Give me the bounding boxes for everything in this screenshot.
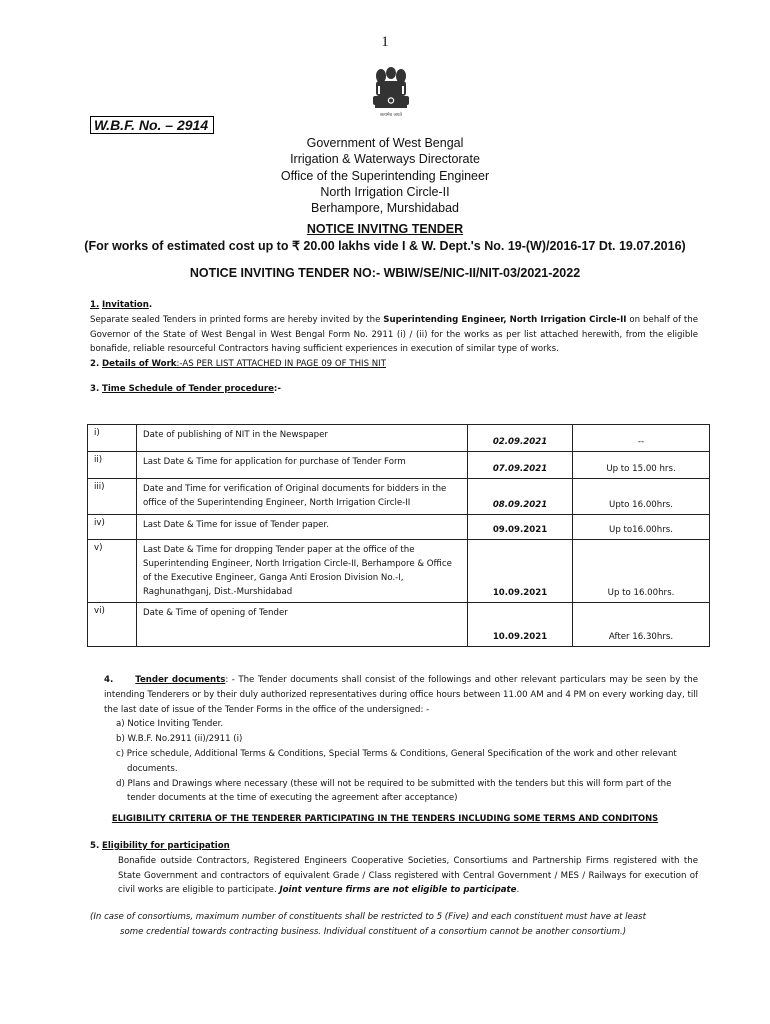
consortium-note: [90, 910, 698, 940]
section-tender-documents: [104, 673, 698, 806]
schedule-desc-cell: Date and Time for verification of Original documents for bidders in the office of the Superintending Engineer, North Irrigation Circle-II: [137, 479, 468, 515]
section-number: 4.: [104, 675, 114, 685]
schedule-idx-cell: iv): [88, 515, 137, 540]
section-paragraph: 4. Tender documents: - The Tender documents shall consist of the followings and other relevant particulars may be seen by the intending Tenderers or by their duly authorized representatives during office hours between 11.00 AM and 4 PM on every working day, till the last date of issue of the Tender Forms in the office of the undersigned: -: [104, 675, 698, 715]
notice-title: NOTICE INVITNG TENDER: [306, 222, 464, 236]
section-number: 5.: [90, 841, 100, 851]
list-item: a) Notice Inviting Tender.: [116, 719, 224, 730]
section-number: 1.: [90, 300, 100, 310]
schedule-time-cell: Up to 16.00hrs.: [573, 540, 710, 603]
eligibility-heading: ELIGIBILITY CRITERIA OF THE TENDERER PARTICIPATING IN THE TENDERS INCLUDING SOME TERMS AND CONDITONS: [111, 813, 659, 823]
schedule-desc-cell: Last Date & Time for issue of Tender paper.: [137, 515, 468, 540]
table-row: [88, 425, 710, 452]
state-emblem-icon: [366, 64, 416, 122]
document-list: [104, 717, 698, 806]
time-schedule-table: [87, 424, 710, 647]
table-row: [88, 479, 710, 515]
list-item: c) Price schedule, Additional Terms & Conditions, Special Terms & Conditions, General Specification of the work and other relevant documents.: [116, 748, 677, 774]
section-details-of-work: [90, 357, 698, 372]
schedule-idx-cell: v): [88, 540, 137, 603]
office-line: Office of the Superintending Engineer: [280, 168, 490, 183]
schedule-idx-cell: ii): [88, 452, 137, 479]
office-address: [0, 135, 770, 216]
office-line: North Irrigation Circle-II: [320, 184, 450, 199]
emblem-motto: सत्यमेव जयते: [379, 113, 403, 118]
office-line: Irrigation & Waterways Directorate: [290, 152, 480, 167]
office-line: Government of West Bengal: [306, 136, 464, 150]
section-time-schedule: 3. Time Schedule of Tender procedure:-: [90, 383, 281, 394]
wbf-number-box: W.B.F. No. – 2914: [90, 116, 214, 134]
table-row: [88, 540, 710, 603]
section-title: Details of Work: [101, 359, 177, 370]
schedule-date-cell: 10.09.2021: [468, 540, 573, 603]
section-heading: [90, 839, 698, 854]
list-item: b) W.B.F. No.2911 (ii)/2911 (i): [116, 734, 243, 745]
schedule-time-cell: Upto 16.00hrs.: [573, 479, 710, 515]
table-row: [88, 452, 710, 479]
table-row: [88, 603, 710, 647]
schedule-idx-cell: i): [88, 425, 137, 452]
schedule-time-cell: --: [573, 425, 710, 452]
schedule-date-cell: 07.09.2021: [468, 452, 573, 479]
office-line: Berhampore, Murshidabad: [311, 201, 459, 216]
schedule-desc-cell: Date & Time of opening of Tender: [137, 603, 468, 647]
note-line: some credential towards contracting business. Individual constituent of a consortium cannot be another consortium.): [120, 926, 627, 937]
schedule-idx-cell: vi): [88, 603, 137, 647]
schedule-time-cell: After 16.30hrs.: [573, 603, 710, 647]
section-eligibility: [90, 839, 698, 898]
section-paragraph: Bonafide outside Contractors, Registered Engineers Cooperative Societies, Consortiums and Partnership Firms registered with the State Government and contractors of equivalent Grade / Class registered with Central Government / MES / Railways for execution of civil works are eligible to participate. Joint venture firms are not eligible to participate.: [118, 855, 698, 896]
schedule-idx-cell: iii): [88, 479, 137, 515]
section-title: Tender documents: [135, 675, 226, 685]
section-paragraph: Separate sealed Tenders in printed forms are hereby invited by the Superintending Engineer, North Irrigation Circle-II on behalf of the Governor of the State of West Bengal in West Bengal Form No. 2911 (i) / (ii) for the works as per list attached herewith, from the eligible bonafide, reliable resourceful Contractors having sufficient experiences in execution of similar type of works.: [90, 314, 699, 355]
section-text: :-AS PER LIST ATTACHED IN PAGE 09 OF THIS NIT: [176, 359, 386, 370]
schedule-desc-cell: Last Date & Time for dropping Tender paper at the office of the Superintending Engineer, North Irrigation Circle-II, Berhampore & Office of the Executive Engineer, Ganga Anti Erosion Division No.-I, Raghunathganj, Dist.-Murshidabad: [137, 540, 468, 603]
list-item: d) Plans and Drawings where necessary (these will not be required to be submitted with the tenders but this will form part of the tender documents at the time of executing the agreement after acceptance): [116, 778, 672, 804]
section-invitation: [90, 298, 698, 397]
section-title: Time Schedule of Tender procedure: [101, 383, 274, 394]
section-title: Invitation: [101, 300, 149, 310]
schedule-time-cell: Up to 15.00 hrs.: [573, 452, 710, 479]
section-number: 2.: [90, 359, 100, 370]
schedule-date-cell: 10.09.2021: [468, 603, 573, 647]
schedule-time-cell: Up to16.00hrs.: [573, 515, 710, 540]
section-title: Eligibility for participation: [101, 841, 230, 851]
section-number: 3.: [90, 383, 100, 394]
schedule-date-cell: 09.09.2021: [468, 515, 573, 540]
note-line: (In case of consortiums, maximum number of constituents shall be restricted to 5 (Five) and each constituent must have at least: [90, 912, 646, 922]
schedule-date-cell: 02.09.2021: [468, 425, 573, 452]
schedule-date-cell: 08.09.2021: [468, 479, 573, 515]
section-heading: 1. Invitation.: [90, 300, 153, 310]
notice-subtitle: (For works of estimated cost up to ₹ 20.00 lakhs vide I & W. Dept.'s No. 19-(W)/2016-17 Dt. 19.07.2016): [84, 239, 686, 253]
page-number: 1: [381, 34, 389, 50]
schedule-desc-cell: Last Date & Time for application for purchase of Tender Form: [137, 452, 468, 479]
schedule-desc-cell: Date of publishing of NIT in the Newspaper: [137, 425, 468, 452]
nit-number: NOTICE INVITING TENDER NO:- WBIW/SE/NIC-II/NIT-03/2021-2022: [189, 266, 581, 280]
table-row: [88, 515, 710, 540]
